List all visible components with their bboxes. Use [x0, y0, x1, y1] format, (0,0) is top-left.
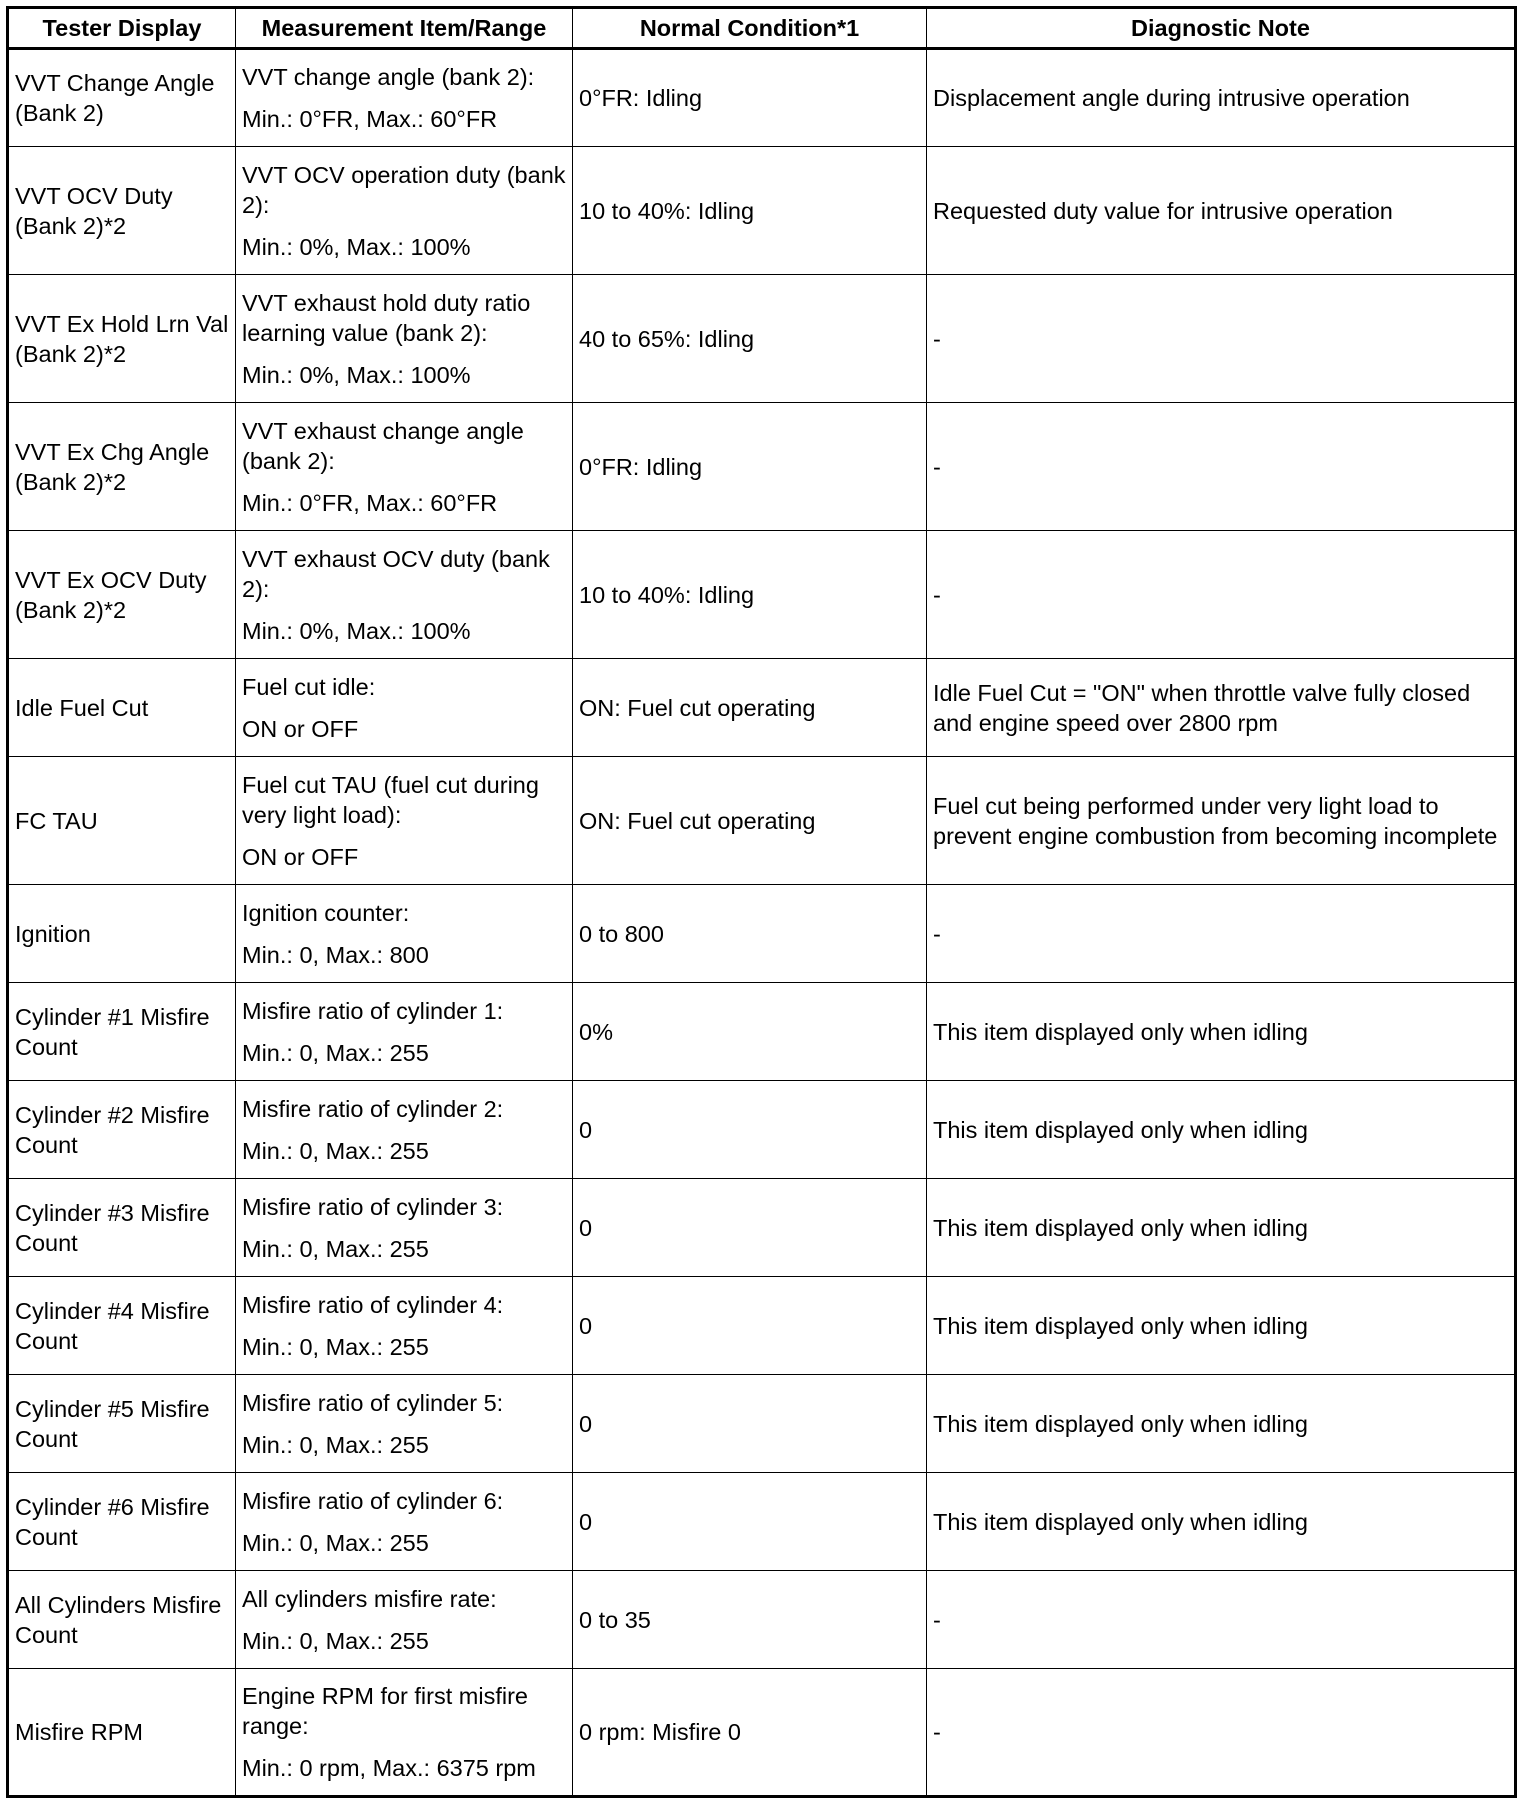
- diagnostic-note-cell: -: [927, 403, 1516, 531]
- measurement-item-label: VVT exhaust hold duty ratio learning value (bank 2):: [242, 289, 531, 346]
- spacer: [242, 830, 566, 842]
- normal-condition-cell: ON: Fuel cut operating: [573, 659, 927, 757]
- table-row: [8, 659, 1516, 757]
- measurement-range-label: Min.: 0, Max.: 255: [242, 1235, 429, 1262]
- tester-display-cell: VVT OCV Duty (Bank 2)*2: [8, 147, 236, 275]
- measurement-item-cell: [236, 1669, 573, 1797]
- measurement-item-label: Ignition counter:: [242, 899, 410, 926]
- measurement-item-label: Misfire ratio of cylinder 1:: [242, 997, 504, 1024]
- measurement-range-label: Min.: 0 rpm, Max.: 6375 rpm: [242, 1755, 536, 1781]
- tester-display-cell: Cylinder #3 Misfire Count: [8, 1179, 236, 1277]
- table-row: [8, 531, 1516, 659]
- table-row: [8, 1669, 1516, 1797]
- diagnostic-note-cell: -: [927, 531, 1516, 659]
- measurement-item-cell: [236, 983, 573, 1081]
- table-row: [8, 275, 1516, 403]
- normal-condition-cell: 0 to 35: [573, 1571, 927, 1669]
- header-normal-condition: Normal Condition*1: [573, 8, 927, 49]
- diagnostic-note-cell: -: [927, 885, 1516, 983]
- measurement-item-cell: [236, 757, 573, 885]
- table-row: [8, 1179, 1516, 1277]
- table-row: [8, 1473, 1516, 1571]
- table-row: [8, 147, 1516, 275]
- normal-condition-cell: 0: [573, 1473, 927, 1571]
- measurement-item-cell: [236, 1571, 573, 1669]
- measurement-item-cell: [236, 1179, 573, 1277]
- diagnostic-note-cell: This item displayed only when idling: [927, 1375, 1516, 1473]
- diagnostic-note-cell: -: [927, 1571, 1516, 1669]
- measurement-item-label: Fuel cut idle:: [242, 673, 376, 700]
- measurement-range-label: ON or OFF: [242, 843, 359, 870]
- diagnostic-note-cell: Idle Fuel Cut = "ON" when throttle valve fully closed and engine speed over 2800 rpm: [927, 659, 1516, 757]
- spacer: [242, 604, 566, 616]
- normal-condition-cell: 0: [573, 1179, 927, 1277]
- diagnostic-note-cell: This item displayed only when idling: [927, 983, 1516, 1081]
- normal-condition-cell: ON: Fuel cut operating: [573, 757, 927, 885]
- measurement-item-cell: [236, 147, 573, 275]
- table-row: [8, 757, 1516, 885]
- spacer: [242, 92, 566, 104]
- tester-display-cell: All Cylinders Misfire Count: [8, 1571, 236, 1669]
- measurement-item-cell: [236, 403, 573, 531]
- measurement-item-label: VVT change angle (bank 2):: [242, 64, 535, 90]
- measurement-item-cell: [236, 885, 573, 983]
- tester-display-cell: Cylinder #2 Misfire Count: [8, 1081, 236, 1179]
- measurement-item-cell: [236, 1081, 573, 1179]
- normal-condition-cell: 0°FR: Idling: [573, 49, 927, 147]
- tester-display-cell: VVT Change Angle (Bank 2): [8, 49, 236, 147]
- spacer: [242, 1614, 566, 1626]
- measurement-range-label: Min.: 0, Max.: 255: [242, 1627, 429, 1654]
- measurement-item-label: Misfire ratio of cylinder 4:: [242, 1291, 504, 1318]
- tester-display-cell: Cylinder #5 Misfire Count: [8, 1375, 236, 1473]
- spacer: [242, 220, 566, 232]
- measurement-item-label: VVT OCV operation duty (bank 2):: [242, 161, 566, 218]
- measurement-item-label: Misfire ratio of cylinder 6:: [242, 1487, 504, 1514]
- normal-condition-cell: 0: [573, 1277, 927, 1375]
- measurement-item-cell: [236, 659, 573, 757]
- measurement-range-label: Min.: 0°FR, Max.: 60°FR: [242, 106, 498, 132]
- diagnostic-note-cell: Fuel cut being performed under very light load to prevent engine combustion from becoming incomplete: [927, 757, 1516, 885]
- tester-display-cell: VVT Ex OCV Duty (Bank 2)*2: [8, 531, 236, 659]
- measurement-range-label: Min.: 0, Max.: 255: [242, 1529, 429, 1556]
- measurement-item-label: Fuel cut TAU (fuel cut during very light load):: [242, 771, 539, 828]
- header-measurement-item: Measurement Item/Range: [236, 8, 573, 49]
- measurement-item-label: Misfire ratio of cylinder 2:: [242, 1095, 504, 1122]
- spacer: [242, 1026, 566, 1038]
- measurement-range-label: Min.: 0%, Max.: 100%: [242, 361, 471, 388]
- diagnostic-note-cell: This item displayed only when idling: [927, 1473, 1516, 1571]
- measurement-range-label: Min.: 0, Max.: 255: [242, 1333, 429, 1360]
- tester-display-cell: Idle Fuel Cut: [8, 659, 236, 757]
- normal-condition-cell: 10 to 40%: Idling: [573, 147, 927, 275]
- spacer: [242, 476, 566, 488]
- measurement-range-label: Min.: 0, Max.: 800: [242, 941, 429, 968]
- normal-condition-cell: 0%: [573, 983, 927, 1081]
- normal-condition-cell: 0 to 800: [573, 885, 927, 983]
- measurement-range-label: ON or OFF: [242, 715, 359, 742]
- table-row: [8, 1375, 1516, 1473]
- table-row: [8, 49, 1516, 147]
- diagnostic-note-cell: This item displayed only when idling: [927, 1277, 1516, 1375]
- header-tester-display: Tester Display: [8, 8, 236, 49]
- tester-display-cell: FC TAU: [8, 757, 236, 885]
- spacer: [242, 702, 566, 714]
- normal-condition-cell: 0: [573, 1375, 927, 1473]
- measurement-item-cell: [236, 49, 573, 147]
- measurement-range-label: Min.: 0, Max.: 255: [242, 1039, 429, 1066]
- spacer: [242, 928, 566, 940]
- measurement-item-cell: [236, 1375, 573, 1473]
- measurement-item-cell: [236, 275, 573, 403]
- tester-display-cell: VVT Ex Hold Lrn Val (Bank 2)*2: [8, 275, 236, 403]
- spacer: [242, 1418, 566, 1430]
- normal-condition-cell: 0°FR: Idling: [573, 403, 927, 531]
- diagnostic-note-cell: Displacement angle during intrusive operation: [927, 49, 1516, 147]
- diagnostic-note-cell: Requested duty value for intrusive operation: [927, 147, 1516, 275]
- data-list-table: [6, 6, 1517, 1798]
- tester-display-cell: Cylinder #1 Misfire Count: [8, 983, 236, 1081]
- table-row: [8, 1081, 1516, 1179]
- spacer: [242, 1741, 566, 1753]
- measurement-range-label: Min.: 0, Max.: 255: [242, 1137, 429, 1164]
- measurement-item-label: Engine RPM for first misfire range:: [242, 1683, 528, 1739]
- table-row: [8, 1277, 1516, 1375]
- normal-condition-cell: 40 to 65%: Idling: [573, 275, 927, 403]
- measurement-item-cell: [236, 1277, 573, 1375]
- spacer: [242, 348, 566, 360]
- table-row: [8, 885, 1516, 983]
- measurement-range-label: Min.: 0%, Max.: 100%: [242, 233, 471, 260]
- table-header-row: [8, 8, 1516, 49]
- table-row: [8, 403, 1516, 531]
- measurement-item-cell: [236, 1473, 573, 1571]
- tester-display-cell: Cylinder #4 Misfire Count: [8, 1277, 236, 1375]
- measurement-item-label: VVT exhaust change angle (bank 2):: [242, 417, 524, 474]
- spacer: [242, 1222, 566, 1234]
- measurement-item-label: VVT exhaust OCV duty (bank 2):: [242, 545, 550, 602]
- tester-display-cell: Ignition: [8, 885, 236, 983]
- measurement-range-label: Min.: 0, Max.: 255: [242, 1431, 429, 1458]
- header-diagnostic-note: Diagnostic Note: [927, 8, 1516, 49]
- measurement-range-label: Min.: 0°FR, Max.: 60°FR: [242, 489, 498, 516]
- spacer: [242, 1320, 566, 1332]
- spacer: [242, 1516, 566, 1528]
- table-row: [8, 1571, 1516, 1669]
- diagnostic-note-cell: This item displayed only when idling: [927, 1179, 1516, 1277]
- normal-condition-cell: 10 to 40%: Idling: [573, 531, 927, 659]
- tester-display-cell: Cylinder #6 Misfire Count: [8, 1473, 236, 1571]
- diagnostic-note-cell: -: [927, 1669, 1516, 1797]
- normal-condition-cell: 0: [573, 1081, 927, 1179]
- measurement-range-label: Min.: 0%, Max.: 100%: [242, 617, 471, 644]
- tester-display-cell: VVT Ex Chg Angle (Bank 2)*2: [8, 403, 236, 531]
- diagnostic-note-cell: -: [927, 275, 1516, 403]
- measurement-item-label: All cylinders misfire rate:: [242, 1585, 497, 1612]
- measurement-item-cell: [236, 531, 573, 659]
- diagnostic-note-cell: This item displayed only when idling: [927, 1081, 1516, 1179]
- table-row: [8, 983, 1516, 1081]
- normal-condition-cell: 0 rpm: Misfire 0: [573, 1669, 927, 1797]
- spacer: [242, 1124, 566, 1136]
- measurement-item-label: Misfire ratio of cylinder 5:: [242, 1389, 504, 1416]
- measurement-item-label: Misfire ratio of cylinder 3:: [242, 1193, 504, 1220]
- tester-display-cell: Misfire RPM: [8, 1669, 236, 1797]
